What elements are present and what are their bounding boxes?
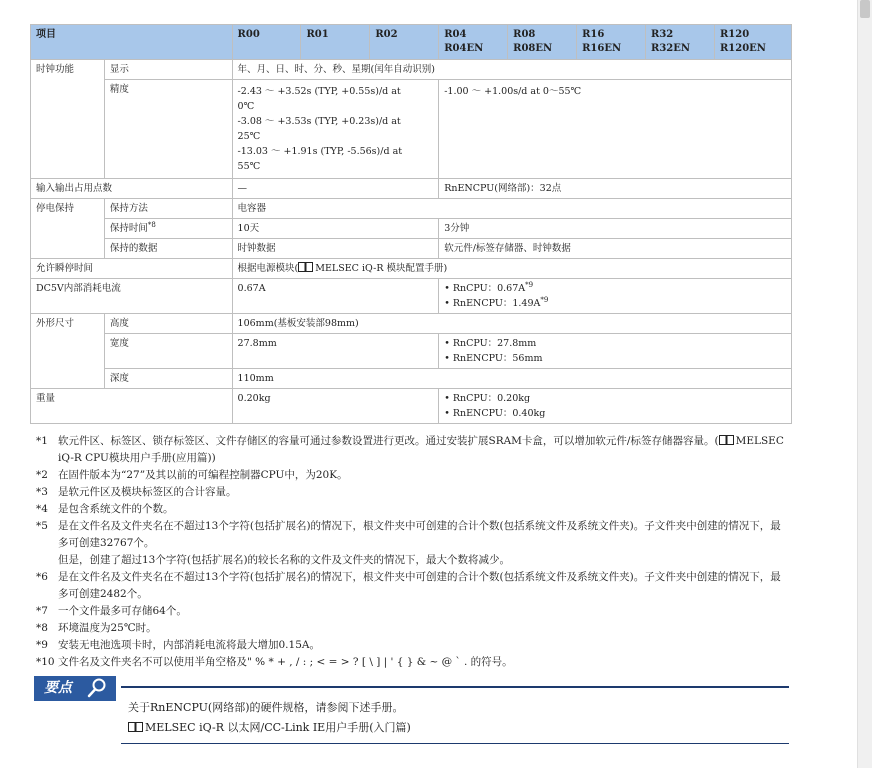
row-label-current: DC5V内部消耗电流 xyxy=(31,279,233,314)
manual-book-icon xyxy=(719,435,734,445)
footnote-item: *4 是包含系统文件的个数。 xyxy=(36,503,174,515)
magnifier-icon xyxy=(86,677,108,699)
cell-data-b: 软元件/标签存储器、时钟数据 xyxy=(439,239,792,259)
table-row xyxy=(31,259,792,279)
row-label-weight: 重量 xyxy=(31,389,233,424)
cell-io-b: RnENCPU(网络部)：32点 xyxy=(439,179,792,199)
row-sublabel-accuracy: 精度 xyxy=(104,80,232,179)
point-title: 要点 xyxy=(34,676,116,701)
scrollbar-thumb[interactable] xyxy=(860,0,870,18)
cell-display-value: 年、月、日、时、分、秒、星期(闰年自动识别) xyxy=(232,60,791,80)
footnote-item: *2 在固件版本为“27”及其以前的可编程控制器CPU中，为20K。 xyxy=(36,469,348,481)
table-row xyxy=(31,219,792,239)
table-row xyxy=(31,334,792,369)
header-r04: R04 R04EN xyxy=(439,25,508,60)
footnote-item: *7 一个文件最多可存储64个。 xyxy=(36,605,187,617)
row-label-backup: 停电保持 xyxy=(31,199,105,259)
manual-book-icon xyxy=(128,722,143,732)
cell-width-a: 27.8mm xyxy=(232,334,439,369)
footnote-item: *5 是在文件名及文件夹名在不超过13个字符(包括扩展名)的情况下，根文件夹中可创建的合计个数(包括系统文件及系统文件夹)。子文件夹中创建的情况下，最多可创建32767个。 但是，创建了超过13个字符(包括扩展名)的较长名称的文件及文件夹的情况下，最大个数将减少。 xyxy=(36,520,781,566)
header-r120: R120 R120EN xyxy=(714,25,791,60)
cell-accuracy-a: -2.43 ～ +3.52s (TYP, +0.55s)/d at 0℃ -3.08 ～ +3.53s (TYP, +0.23s)/d at 25℃ -13.03 ～ +1.91s (TYP, -5.56s)/d at 55℃ xyxy=(232,80,439,179)
footnote-item: *9 安装无电池选项卡时，内部消耗电流将最大增加0.15A。 xyxy=(36,639,320,651)
table-row xyxy=(31,239,792,259)
row-sublabel-method: 保持方法 xyxy=(104,199,232,219)
point-body xyxy=(128,698,411,738)
cell-power-fail-value: 根据电源模块( MELSEC iQ-R 模块配置手册) xyxy=(232,259,791,279)
footnote-item: *3 是软元件区及模块标签区的合计容量。 xyxy=(36,486,237,498)
footnote-item: *8 环境温度为25℃时。 xyxy=(36,622,157,634)
point-text: 关于RnENCPU(网络部)的硬件规格，请参阅下述手册。 xyxy=(128,701,404,714)
cell-height-value: 106mm(基板安装部98mm) xyxy=(232,314,791,334)
table-row xyxy=(31,314,792,334)
cell-time-b: 3分钟 xyxy=(439,219,792,239)
cell-depth-value: 110mm xyxy=(232,369,791,389)
row-label-io: 输入输出占用点数 xyxy=(31,179,233,199)
manual-book-icon xyxy=(298,262,313,272)
header-item: 项目 xyxy=(31,25,233,60)
header-r01: R01 xyxy=(301,25,370,60)
header-r32: R32 R32EN xyxy=(646,25,715,60)
row-sublabel-data: 保持的数据 xyxy=(104,239,232,259)
point-bottom-rule xyxy=(121,743,789,744)
cell-io-a: — xyxy=(232,179,439,199)
table-row xyxy=(31,179,792,199)
cell-weight-a: 0.20kg xyxy=(232,389,439,424)
table-row xyxy=(31,60,792,80)
cell-accuracy-b: -1.00 ～ +1.00s/d at 0～55℃ xyxy=(439,80,792,179)
cell-method-value: 电容器 xyxy=(232,199,791,219)
table-row xyxy=(31,279,792,314)
row-label-dims: 外形尺寸 xyxy=(31,314,105,389)
vertical-scrollbar[interactable] xyxy=(857,0,872,768)
cell-current-b: • RnCPU：$0.67A^{*9}$ • RnENCPU：$1.49A^{*9}$ xyxy=(439,279,792,314)
cell-weight-b: • RnCPU：0.20kg • RnENCPU：0.40kg xyxy=(439,389,792,424)
table-row xyxy=(31,369,792,389)
row-sublabel-width: 宽度 xyxy=(104,334,232,369)
header-r16: R16 R16EN xyxy=(577,25,646,60)
footnote-item: *1 软元件区、标签区、锁存标签区、文件存储区的容量可通过参数设置进行更改。通过安装扩展SRAM卡盒，可以增加软元件/标签存储器容量。( MELSEC iQ-R CPU模块用户手册(应用篇)) xyxy=(36,435,784,464)
header-r08: R08 R08EN xyxy=(508,25,577,60)
cell-width-b: • RnCPU：27.8mm • RnENCPU：56mm xyxy=(439,334,792,369)
row-label-power-fail: 允许瞬停时间 xyxy=(31,259,233,279)
cell-current-a: 0.67A xyxy=(232,279,439,314)
point-manual-link: MELSEC iQ-R 以太网/CC-Link IE用户手册(入门篇) xyxy=(128,718,411,738)
header-r02: R02 xyxy=(370,25,439,60)
cell-data-a: 时钟数据 xyxy=(232,239,439,259)
row-sublabel-height: 高度 xyxy=(104,314,232,334)
table-header-row xyxy=(31,25,792,60)
table-row xyxy=(31,389,792,424)
row-sublabel-time: 保持时间$^{*8}$ xyxy=(104,219,232,239)
footnotes xyxy=(36,433,788,671)
footnote-item: *10 文件名及文件夹名不可以使用半角空格及" % * + , / : ; < = > ? [ \ ] | ' { } & ~ @ ` . 的符号。 xyxy=(36,656,513,668)
point-top-rule xyxy=(121,686,789,688)
row-label-clock: 时钟功能 xyxy=(31,60,105,179)
table-row xyxy=(31,199,792,219)
row-sublabel-display: 显示 xyxy=(104,60,232,80)
header-r00: R00 xyxy=(232,25,301,60)
row-sublabel-depth: 深度 xyxy=(104,369,232,389)
table-row xyxy=(31,80,792,179)
footnote-item: *6 是在文件名及文件夹名在不超过13个字符(包括扩展名)的情况下，根文件夹中可创建的合计个数(包括系统文件及系统文件夹)。子文件夹中创建的情况下，最多可创建2482个。 xyxy=(36,571,781,600)
spec-table xyxy=(30,24,792,424)
cell-time-a: 10天 xyxy=(232,219,439,239)
